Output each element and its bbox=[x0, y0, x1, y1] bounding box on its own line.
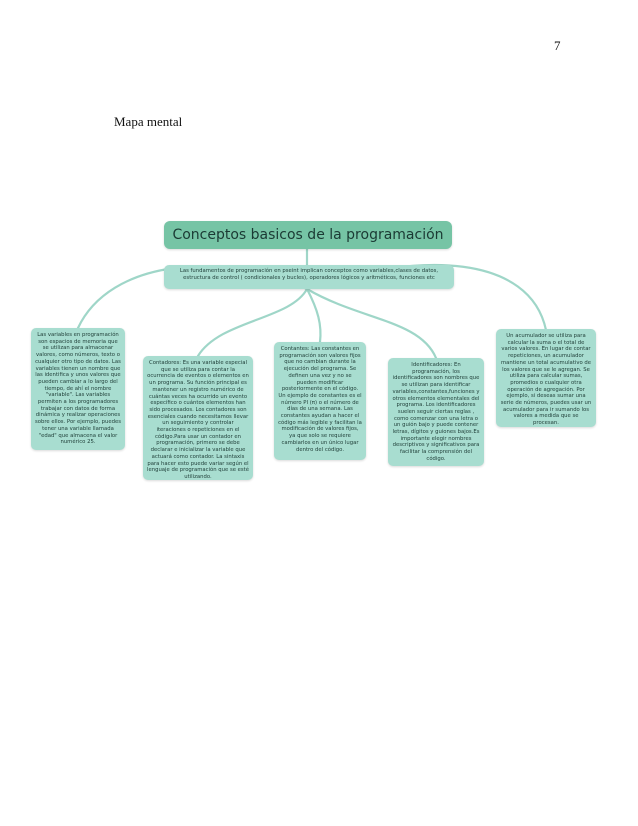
mind-map-summary: Las fundamentos de programación en pseint implican conceptos como variables,clases de datos, estructura de control ( condicionales y bucles), operadores lógicos y aritméticos, funciones etc bbox=[164, 265, 454, 289]
section-title: Mapa mental bbox=[114, 114, 183, 129]
connector-summary-constantes bbox=[307, 289, 320, 342]
node-acumulador: Un acumulador se utiliza para calcular la suma o el total de varios valores. En lugar de contar repeticiones, un acumulador mantiene un total acumulativo de los valores que se le agregan. Se utiliza para calcular sumas, promedios o cualquier otra operación de agregación. Por ejemplo, si deseas sumar una serie de números, puedes usar un acumulador para ir sumando los valores a medida que se procesan. bbox=[496, 329, 596, 427]
page-number: 7 bbox=[554, 38, 561, 53]
node-identificadores: Identificadores: En programación, los identificadores son nombres que se utilizan para identificar variables,constantes,funciones y otros elementos elementales del programa. Los identificadores suelen seguir ciertas reglas , como comenzar con una letra o un guión bajo y puede contener letras, dígitos y guiones bajos.Es importante elegir nombres descriptivos y significativos para facilitar la comprensión del código. bbox=[388, 358, 484, 466]
mind-map-title: Conceptos basicos de la programación bbox=[164, 221, 452, 249]
node-constantes: Contantes: Las constantes en programación son valores fijos que no cambian durante la ejecución del programa. Se definen una vez y no se pueden modificar posteriormente en el código. Un ejemplo de constantes es el número PI (π) o el número de días de una semana. Las constantes ayudan a hacer el código más legible y facilitan la modificación de valores fijos, ya que solo se requiere cambiarlos en un único lugar dentro del código. bbox=[274, 342, 366, 460]
node-variables: Las variables en programación son espacios de memoria que se utilizan para almacenar valores, como números, texto o cualquier otro tipo de datos. Las variables tienen un nombre que las identifica y unos valores que pueden cambiar a lo largo del tiempo, de ahí el nombre "variable". Las variables permiten a los programadores trabajar con datos de forma dinámica y realizar operaciones sobre ellos. Por ejemplo, puedes tener una variable llamada "edad" que almacena el valor numérico 25. bbox=[31, 328, 125, 450]
node-contadores: Contadores: Es una variable especial que se utiliza para contar la ocurrencia de eventos o elementos en un programa. Su función principal es mantener un registro numérico de cuántas veces ha ocurrido un evento específico o cuántos elementos han sido procesados. Los contadores son esenciales cuando necesitamos llevar un seguimiento y controlar iteraciones o repeticiones en el código.Para usar un contador en programación, primero se debe declarar e inicializar la variable que actuará como contador. La sintaxis para hacer esto puede variar según el lenguaje de programación que se esté utilizando. bbox=[143, 356, 253, 480]
